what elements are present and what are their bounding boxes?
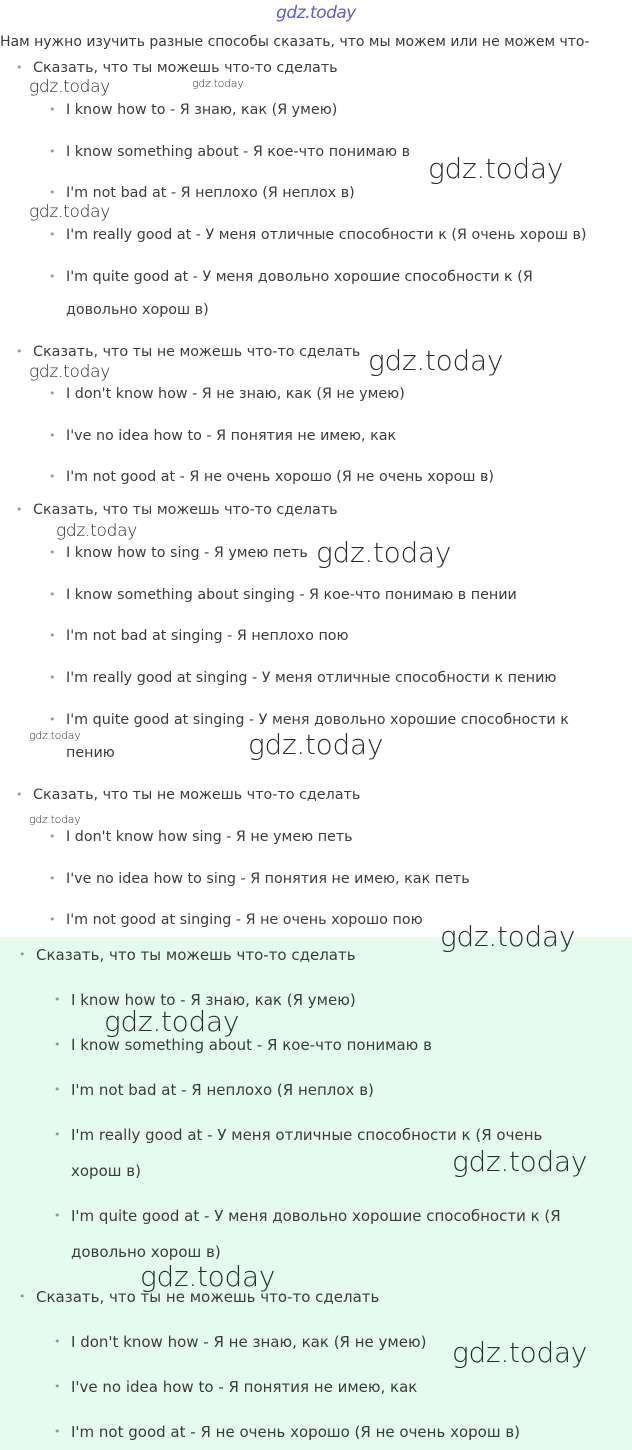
list-item: • I know something about singing - Я кое-что понимаю в пении (66, 585, 517, 605)
section-heading: • Сказать, что ты не можешь что-то сделать (33, 785, 360, 805)
intro-text: Нам нужно изучить разные способы сказать, что мы можем или не можем что- (0, 34, 590, 50)
section-heading: • Сказать, что ты можешь что-то сделать (33, 58, 338, 78)
watermark: gdz.today (316, 536, 452, 569)
section-heading: • Сказать, что ты не можешь что-то сделать (33, 342, 360, 362)
list-item: • I don't know how - Я не знаю, как (Я не умею) (66, 384, 405, 404)
watermark: gdz.today (140, 1260, 276, 1293)
list-item: • I'm quite good at - У меня довольно хорошие способности к (Я (66, 267, 533, 287)
list-item: • I know something about - Я кое-что понимаю в (71, 1035, 432, 1055)
section-heading: • Сказать, что ты можешь что-то сделать (33, 500, 338, 520)
list-item: • I know how to sing - Я умею петь (66, 543, 308, 563)
watermark: gdz.today (428, 152, 564, 185)
watermark: gdz.today (29, 813, 81, 826)
list-item: • I'm really good at singing - У меня отличные способности к пению (66, 668, 556, 688)
watermark: gdz.today (29, 202, 110, 222)
site-logo[interactable]: gdz.today (276, 3, 356, 23)
list-item: • I'm not good at - Я не очень хорошо (Я не очень хорош в) (71, 1422, 520, 1442)
list-item: • I don't know how sing - Я не умею петь (66, 827, 353, 847)
list-item-continuation: довольно хорош в) (66, 302, 209, 318)
watermark: gdz.today (440, 920, 576, 953)
list-item: • I'm quite good at - У меня довольно хорошие способности к (Я (71, 1206, 561, 1226)
watermark: gdz.today (368, 344, 504, 377)
watermark: gdz.today (29, 77, 110, 97)
watermark: gdz.today (56, 521, 137, 541)
list-item: • I'm not bad at singing - Я неплохо пою (66, 626, 349, 646)
list-item: • I'm not good at - Я не очень хорошо (Я не очень хорош в) (66, 467, 494, 487)
list-item: • I'm really good at - У меня отличные способности к (Я очень хорош в) (66, 225, 586, 245)
list-item-continuation: пению (66, 745, 115, 761)
list-item: • I know how to - Я знаю, как (Я умею) (66, 100, 337, 120)
watermark: gdz.today (29, 362, 110, 382)
list-item: • I'm not bad at - Я неплохо (Я неплох в) (66, 183, 355, 203)
list-item: • I'm quite good at singing - У меня довольно хорошие способности к (66, 710, 569, 730)
watermark: gdz.today (452, 1336, 588, 1369)
answer-panel (0, 937, 632, 1450)
list-item: • I'm really good at - У меня отличные способности к (Я очень (71, 1125, 542, 1145)
watermark: gdz.today (29, 729, 81, 742)
list-item: • I've no idea how to sing - Я понятия не имею, как петь (66, 869, 470, 889)
list-item: • I'm not good at singing - Я не очень хорошо пою (66, 910, 423, 930)
list-item: • I'm not bad at - Я неплохо (Я неплох в) (71, 1080, 374, 1100)
watermark: gdz.today (192, 77, 244, 90)
watermark: gdz.today (104, 1005, 240, 1038)
list-item-continuation: хорош в) (71, 1162, 141, 1180)
list-item: • I don't know how - Я не знаю, как (Я не умею) (71, 1332, 426, 1352)
watermark: gdz.today (248, 728, 384, 761)
list-item-continuation: довольно хорош в) (71, 1243, 221, 1261)
list-item: • I've no idea how to - Я понятия не имею, как (66, 426, 396, 446)
section-heading: • Сказать, что ты можешь что-то сделать (36, 945, 356, 965)
list-item: • I've no idea how to - Я понятия не имею, как (71, 1377, 417, 1397)
section-heading: • Сказать, что ты не можешь что-то сделать (36, 1287, 379, 1307)
list-item: • I know something about - Я кое-что понимаю в (66, 142, 410, 162)
list-item: • I know how to - Я знаю, как (Я умею) (71, 990, 356, 1010)
watermark: gdz.today (452, 1145, 588, 1178)
